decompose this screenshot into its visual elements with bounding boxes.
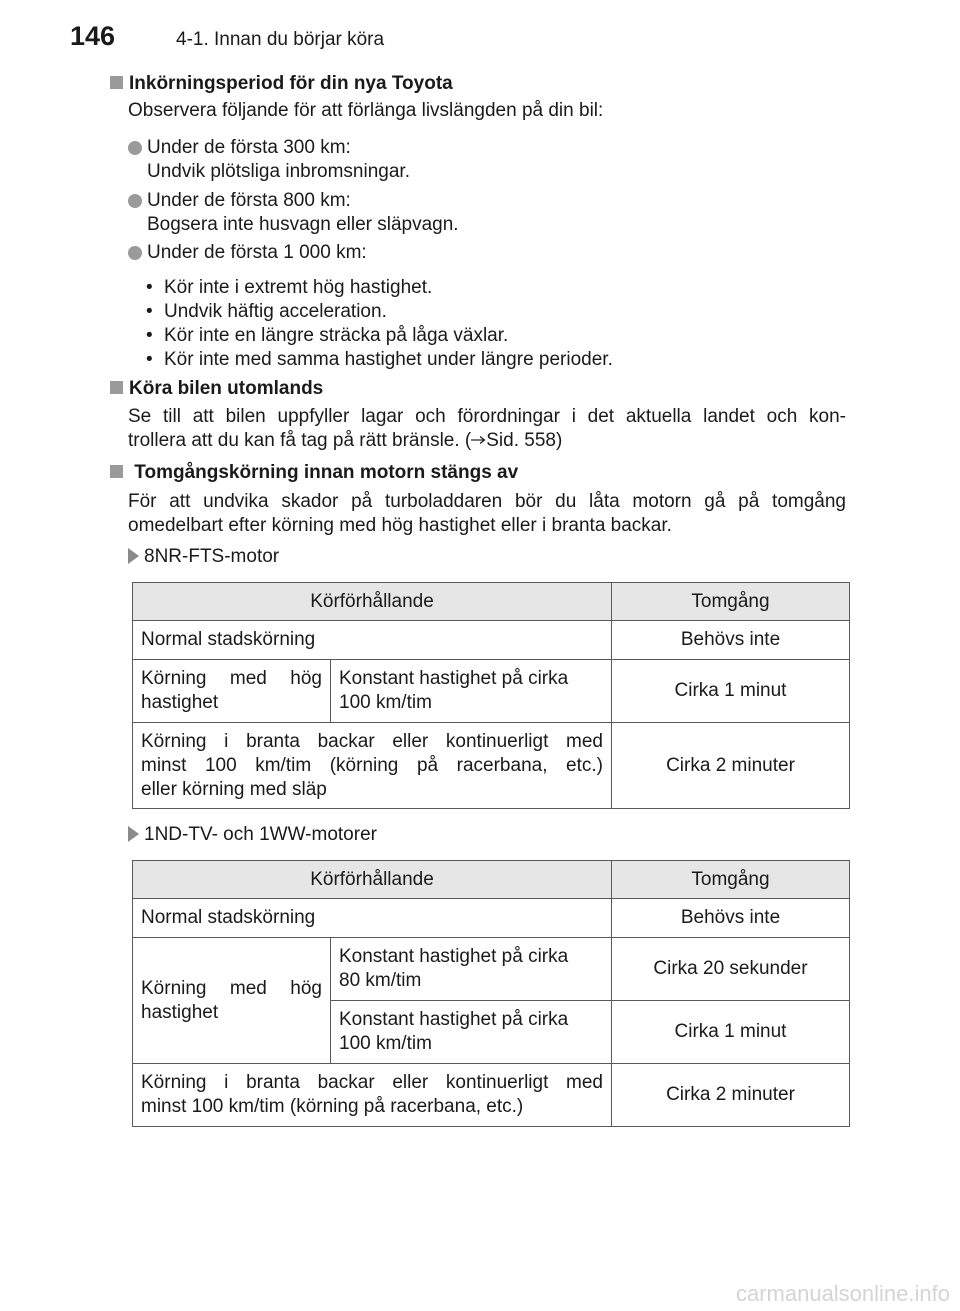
triangle-right-icon (128, 826, 139, 842)
table-cell: Cirka 1 minut (612, 660, 850, 723)
abroad-line2: trollera att du kan få tag på rätt bränsle. ( Sid. 558) (128, 430, 563, 451)
abroad-line1: Se till att bilen uppfyller lagar och förordningar i det aktuella landet och kon- (128, 406, 846, 427)
table-cell: Konstant hastighet på cirka 80 km/tim (331, 938, 612, 1001)
table-cell: Normal stadskörning (133, 621, 612, 660)
engine-label-1nd: 1ND-TV- och 1WW-motorer (128, 823, 377, 847)
table-row (133, 899, 850, 938)
table-cell: Körning i branta backar eller kontinuerligt med minst 100 km/tim (körning på racerbana, etc.) eller körning med släp (133, 723, 612, 809)
square-bullet-icon (110, 465, 123, 478)
table-cell: Cirka 20 sekunder (612, 938, 850, 1001)
circle-bullet-icon (128, 194, 142, 208)
column-header: Tomgång (612, 861, 850, 899)
table-row (133, 660, 850, 723)
table-row (133, 1064, 850, 1127)
table-cell: Körning med hög hastighet (133, 660, 331, 723)
table-row (133, 621, 850, 660)
table-cell: Normal stadskörning (133, 899, 612, 938)
idle-heading: Tomgångskörning innan motorn stängs av (110, 461, 518, 485)
table-cell: Cirka 1 minut (612, 1001, 850, 1064)
breakin-intro: Observera följande för att förlänga livslängden på din bil: (128, 100, 604, 121)
list-item: Under de första 1 000 km: (128, 241, 367, 265)
table-cell: Behövs inte (612, 621, 850, 660)
table-cell: Körning i branta backar eller kontinuerligt med minst 100 km/tim (körning på racerbana, etc.) (133, 1064, 612, 1127)
table-row (133, 938, 850, 1001)
table-header-row (133, 861, 850, 899)
table-cell: Körning med hög hastighet (133, 938, 331, 1064)
abroad-heading: Köra bilen utomlands (110, 377, 323, 401)
table-cell: Cirka 2 minuter (612, 723, 850, 809)
list-item: Under de första 800 km: Bogsera inte husvagn eller släpvagn. (128, 189, 459, 237)
column-header: Tomgång (612, 583, 850, 621)
list-item: Under de första 300 km: Undvik plötsliga inbromsningar. (128, 136, 410, 184)
table-header-row (133, 583, 850, 621)
table-row (133, 723, 850, 809)
circle-bullet-icon (128, 141, 142, 155)
watermark: carmanualsonline.info (735, 1281, 950, 1306)
table-cell: Konstant hastighet på cirka 100 km/tim (331, 1001, 612, 1064)
sub-bullet: • Kör inte i extremt hög hastighet. (146, 277, 433, 298)
arrow-right-icon (471, 435, 486, 445)
table-cell: Cirka 2 minuter (612, 1064, 850, 1127)
section-title: 4-1. Innan du börjar köra (176, 29, 385, 50)
idle-table-8nr (132, 582, 850, 809)
square-bullet-icon (110, 76, 123, 89)
idle-line1: För att undvika skador på turboladdaren bör du låta motorn gå på tomgång (128, 491, 846, 512)
engine-label-8nr: 8NR-FTS-motor (128, 545, 279, 569)
idle-line2: omedelbart efter körning med hög hastighet eller i branta backar. (128, 515, 672, 536)
sub-bullet: • Kör inte med samma hastighet under längre perioder. (146, 349, 613, 370)
page-reference-link[interactable]: Sid. 558) (486, 430, 563, 451)
page-number: 146 (70, 21, 116, 51)
breakin-heading: Inkörningsperiod för din nya Toyota (110, 72, 453, 96)
column-header: Körförhållande (133, 583, 612, 621)
idle-table-1nd (132, 860, 850, 1127)
triangle-right-icon (128, 548, 139, 564)
table-cell: Behövs inte (612, 899, 850, 938)
sub-bullet: • Undvik häftig acceleration. (146, 301, 387, 322)
sub-bullet: • Kör inte en längre sträcka på låga växlar. (146, 325, 509, 346)
table-cell: Konstant hastighet på cirka 100 km/tim (331, 660, 612, 723)
column-header: Körförhållande (133, 861, 612, 899)
circle-bullet-icon (128, 246, 142, 260)
square-bullet-icon (110, 381, 123, 394)
